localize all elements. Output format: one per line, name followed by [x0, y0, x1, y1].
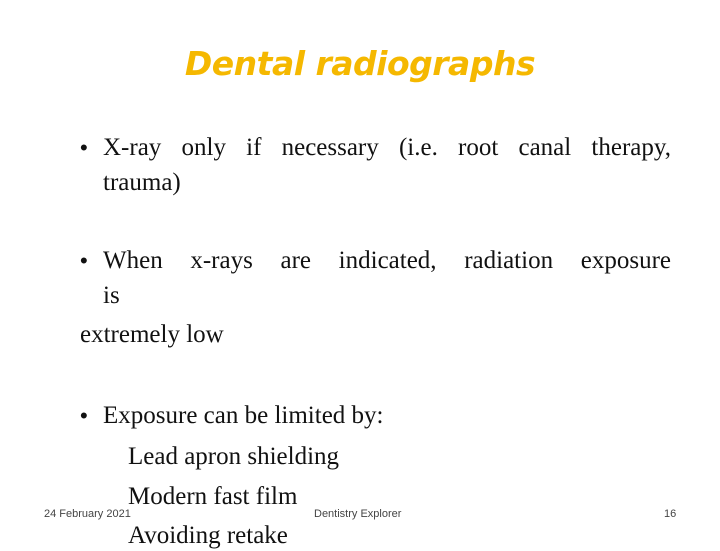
- bullet-3-sub-item: Modern fast film: [128, 483, 298, 510]
- footer-center-text: Dentistry Explorer: [314, 508, 402, 520]
- bullet-marker: •: [80, 248, 88, 273]
- bullet-2-continuation: extremely low: [80, 321, 224, 348]
- slide-title: Dental radiographs: [184, 44, 536, 83]
- bullet-1-line-1: X-ray only if necessary (i.e. root canal therapy,: [103, 134, 671, 161]
- bullet-marker: •: [80, 403, 88, 428]
- footer-date: 24 February 2021: [44, 508, 131, 520]
- bullet-marker: •: [80, 135, 88, 160]
- bullet-1-line-2: trauma): [103, 169, 181, 196]
- footer-page-number: 16: [664, 508, 677, 520]
- bullet-2-line-1: When x-rays are indicated, radiation exposure: [103, 247, 671, 274]
- bullet-3-sub-item: Avoiding retake: [128, 522, 288, 549]
- bullet-2-line-2: is: [103, 282, 120, 309]
- bullet-3-line-1: Exposure can be limited by:: [103, 402, 384, 429]
- bullet-3-sub-item: Lead apron shielding: [128, 443, 340, 470]
